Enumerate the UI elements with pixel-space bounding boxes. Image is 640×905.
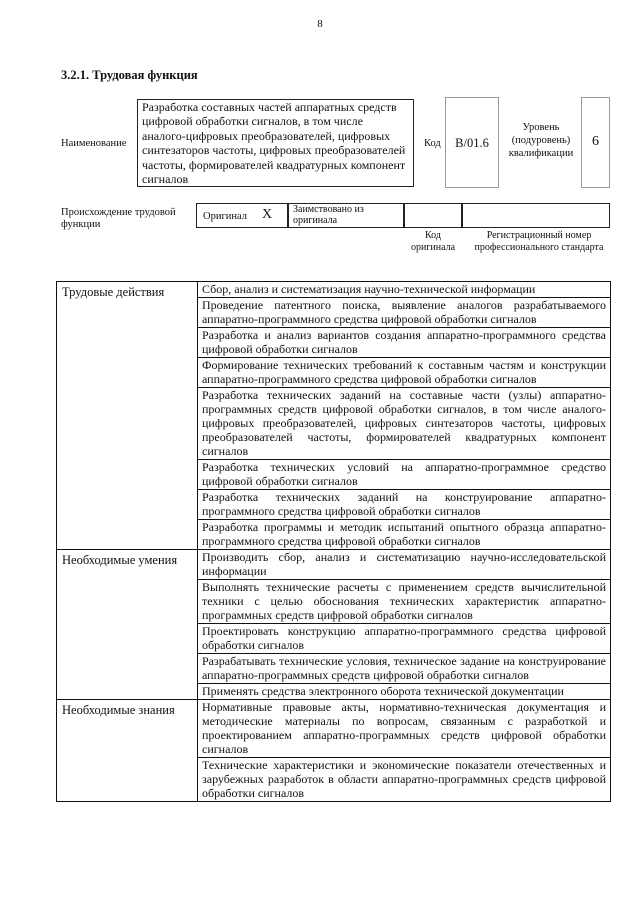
table-row (57, 550, 611, 580)
category-cell: Необходимые знания (57, 700, 198, 802)
section-title: 3.2.1. Трудовая функция (61, 68, 198, 82)
table-item: Проектировать конструкцию аппаратно-программного средства цифровой обработки сигналов (198, 624, 611, 654)
table-item: Разработка технических условий на аппаратно-программное средство цифровой обработки сигналов (198, 460, 611, 490)
table-item: Технические характеристики и экономические показатели отечественных и зарубежных разработок в области аппаратно-программных средств цифровой обработки сигналов (198, 758, 611, 802)
origin-reg-number-cell (462, 203, 610, 228)
origin-code-cell (404, 203, 462, 228)
function-name-box: Разработка составных частей аппаратных средств цифровой обработки сигналов, в том числе аналого-цифровых преобразователей, цифровых синтезаторов частоты, цифровых преобразователей частоты, формирователей квадратурных компонент сигналов (137, 99, 414, 187)
table-item: Выполнять технические расчеты с применением средств вычислительной техники с целью обоснования технических характеристик аппаратно-программных средств цифровой обработки сигналов (198, 580, 611, 624)
table-row (57, 282, 611, 298)
origin-borrowed-label: Заимствовано из оригинала (293, 204, 364, 226)
table-item: Сбор, анализ и систематизация научно-технической информации (198, 282, 611, 298)
code-label: Код (424, 138, 441, 149)
table-item: Проведение патентного поиска, выявление аналогов разрабатываемого аппаратно-программного средства цифровой обработки сигналов (198, 298, 611, 328)
table-item: Разработка технических заданий на составные части (узлы) аппаратно-программных средств цифровой обработки сигналов, в том числе аналого-цифровых преобразователей, цифровых синтезаторов частоты, цифровых преобразователей частоты, формирователей квадратурных компонент сигналов (198, 388, 611, 460)
table-item: Разработка технических заданий на конструирование аппаратно-программного средства цифровой обработки сигналов (198, 490, 611, 520)
function-details-table (56, 281, 611, 802)
code-value: В/01.6 (455, 136, 489, 150)
reg-number-caption: Регистрационный номер профессионального стандарта (474, 230, 604, 253)
category-cell: Необходимые умения (57, 550, 198, 700)
table-item: Применять средства электронного оборота технической документации (198, 684, 611, 700)
table-item: Разработка программы и методик испытаний опытного образца аппаратно-программного средства цифровой обработки сигналов (198, 520, 611, 550)
qualification-level-label: Уровень (подуровень) квалификации (508, 122, 574, 159)
page-number: 8 (317, 18, 323, 30)
table-item: Разработка и анализ вариантов создания аппаратно-программного средства цифровой обработки сигналов (198, 328, 611, 358)
table-item: Разрабатывать технические условия, техническое задание на конструирование аппаратно-программных средств цифровой обработки сигналов (198, 654, 611, 684)
table-item: Производить сбор, анализ и систематизацию научно-исследовательской информации (198, 550, 611, 580)
origin-original-label: Оригинал (203, 211, 247, 222)
table-row (57, 700, 611, 758)
original-code-caption: Код оригинала (410, 230, 456, 253)
name-label: Наименование (61, 138, 127, 149)
qualification-level-value: 6 (592, 134, 599, 149)
origin-label: Происхождение трудовой функции (61, 207, 176, 230)
table-item: Нормативные правовые акты, нормативно-техническая документация и методические материалы по вопросам, связанным с разработкой и проектированием аппаратно-программных средств цифровой обработки сигналов (198, 700, 611, 758)
table-item: Формирование технических требований к составным частям и конструкции аппаратно-программного средства цифровой обработки сигналов (198, 358, 611, 388)
origin-original-mark: X (262, 207, 273, 222)
category-cell: Трудовые действия (57, 282, 198, 550)
